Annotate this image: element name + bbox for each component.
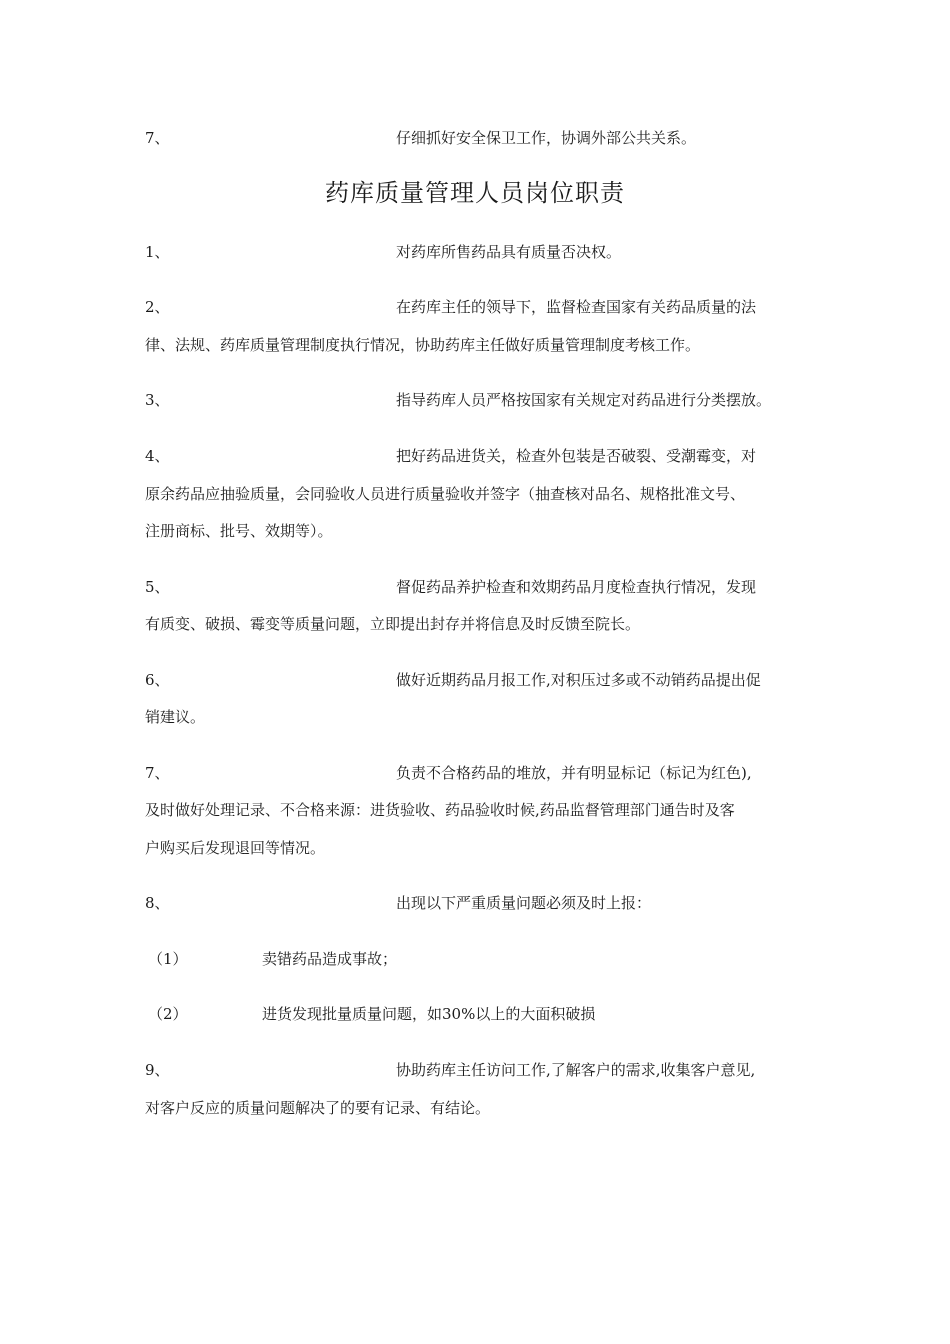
item-number: 4、 [145,447,170,465]
item-text-line: 负责不合格药品的堆放，并有明显标记（标记为红色), [396,764,752,782]
item-text-line: 律、法规、药库质量管理制度执行情况，协助药库主任做好质量管理制度考核工作。 [145,336,701,354]
item-number: 3、 [145,391,170,409]
item-text-line: 注册商标、批号、效期等）。 [145,522,333,540]
item-number: 8、 [145,894,170,912]
item-text-line: 把好药品进货关，检查外包装是否破裂、受潮霉变，对 [396,447,757,465]
item-text-line: 对药库所售药品具有质量否决权。 [396,243,622,261]
page-title: 药库质量管理人员岗位职责 [325,179,625,207]
item-number: 6、 [145,671,170,689]
item-number: 5、 [145,578,170,596]
item-text-line: 户购买后发现退回等情况。 [145,839,326,857]
item-text-line: 指导药库人员严格按国家有关规定对药品进行分类摆放。 [396,391,772,409]
item-text-line: 协助药库主任访问工作,了解客户的需求,收集客户意见, [396,1061,756,1079]
intro-item-text: 仔细抓好安全保卫工作，协调外部公共关系。 [396,129,697,147]
subitem-number: （1） [148,950,188,968]
item-text-line: 在药库主任的领导下，监督检查国家有关药品质量的法 [396,298,757,316]
item-text-line: 督促药品养护检查和效期药品月度检查执行情况，发现 [396,578,757,596]
item-text-line: 销建议。 [145,708,206,726]
item-text-line: 及时做好处理记录、不合格来源：进货验收、药品验收时候,药品监督管理部门通告时及客 [145,801,735,819]
item-number: 9、 [145,1061,170,1079]
intro-item-number: 7、 [145,129,170,147]
item-text-line: 对客户反应的质量问题解决了的要有记录、有结论。 [145,1099,491,1117]
subitem-number: （2） [148,1005,188,1023]
item-text-line: 原余药品应抽验质量，会同验收人员进行质量验收并签字（抽查核对品名、规格批准文号、 [145,485,746,503]
item-text-line: 做好近期药品月报工作,对积压过多或不动销药品提出促 [396,671,761,689]
item-text-line: 有质变、破损、霉变等质量问题，立即提出封存并将信息及时反馈至院长。 [145,615,641,633]
subitem-text: 进货发现批量质量问题，如30%以上的大面积破损 [262,1005,596,1023]
item-number: 1、 [145,243,170,261]
item-text-line: 出现以下严重质量问题必须及时上报： [396,894,652,912]
item-number: 7、 [145,764,170,782]
item-number: 2、 [145,298,170,316]
subitem-text: 卖错药品造成事故； [262,950,398,968]
